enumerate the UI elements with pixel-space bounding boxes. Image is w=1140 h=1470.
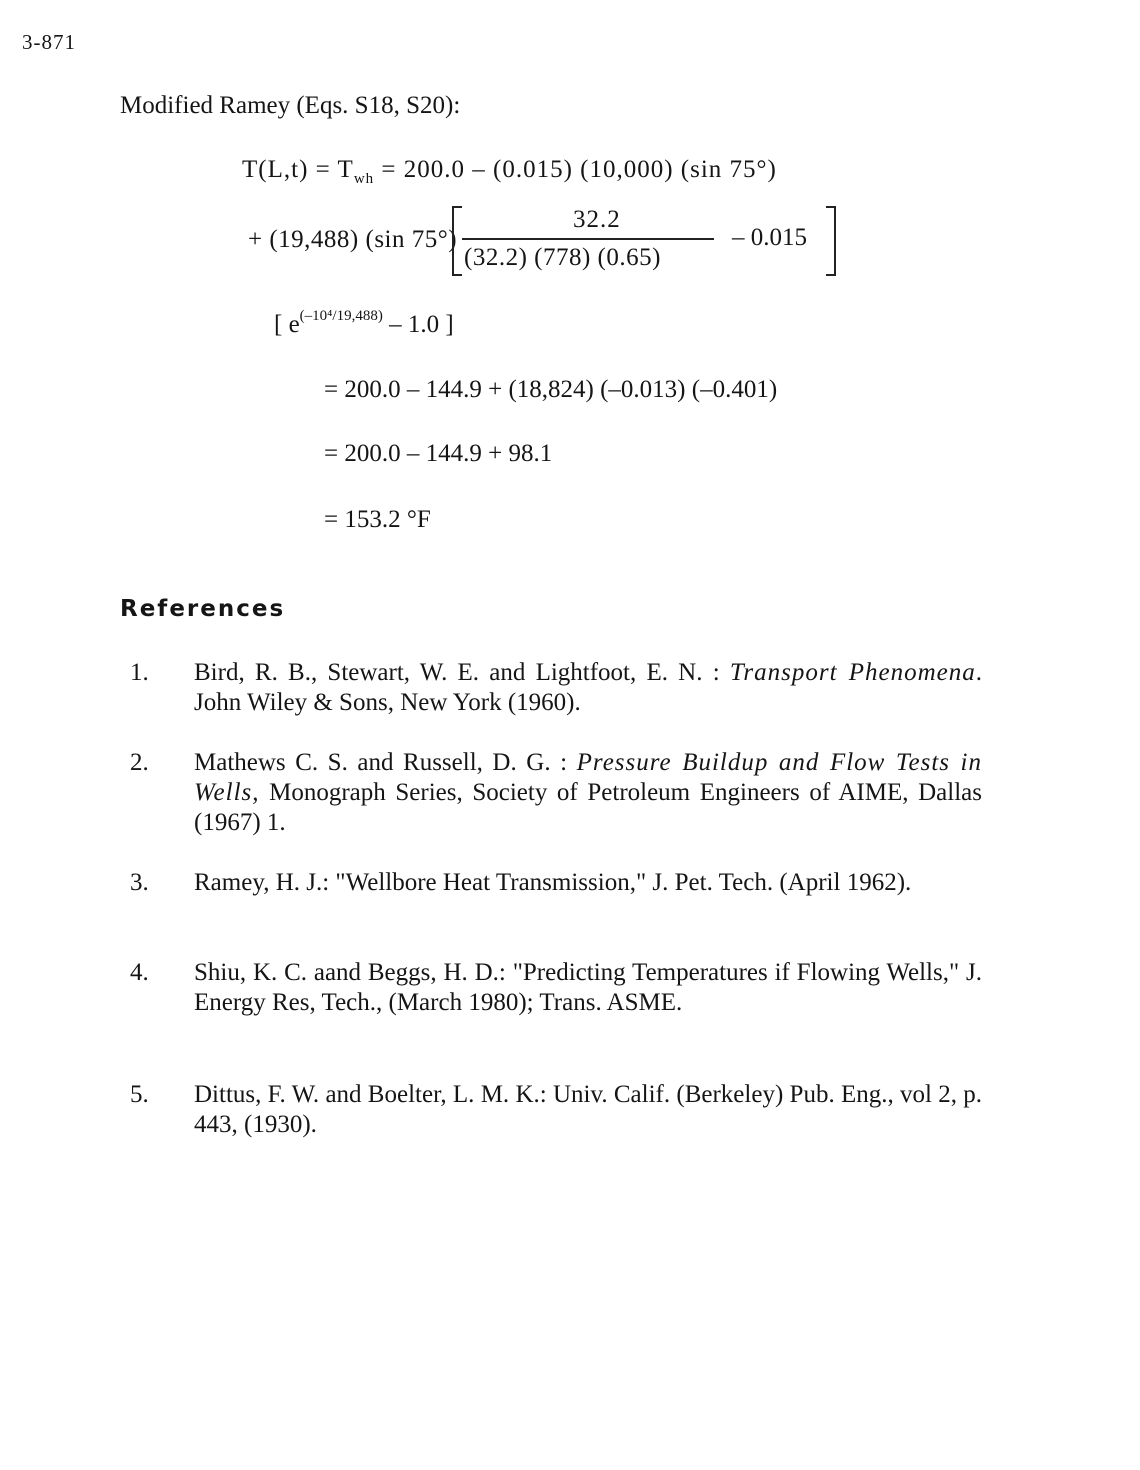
reference-text: Ramey, H. J.: "Wellbore Heat Transmission," J. Pet. Tech. (April 1962).: [194, 869, 912, 896]
reference-number: 4.: [130, 959, 149, 986]
right-bracket: [826, 206, 836, 276]
reference-text: [194, 658, 982, 718]
reference-number: 5.: [130, 1081, 149, 1108]
equation-line-3-tail: – 1.0 ]: [382, 311, 454, 338]
equation-step-1: = 200.0 – 144.9 + (18,824) (–0.013) (–0.401): [324, 376, 778, 403]
equation-line-1: [242, 156, 777, 188]
equation-line-3-exponent: (–10⁴/19,488): [299, 308, 383, 324]
equation-line-1-suffix: = 200.0 – (0.015) (10,000) (sin 75°): [374, 156, 777, 183]
equation-step-2: = 200.0 – 144.9 + 98.1: [324, 440, 553, 467]
fraction-bar: [462, 238, 714, 240]
reference-text: [194, 748, 982, 838]
reference-number: 1.: [130, 659, 149, 686]
fraction-minus-term: – 0.015: [732, 224, 807, 251]
reference-publisher: . John Wiley & Sons, New York (1960).: [194, 659, 982, 716]
reference-number: 2.: [130, 749, 149, 776]
equation-line-1-prefix: T(L,t) = T: [242, 156, 354, 183]
equation-line-1-subscript: wh: [353, 171, 375, 187]
reference-authors: Bird, R. B., Stewart, W. E. and Lightfoot, E. N. :: [194, 659, 730, 686]
reference-authors: Mathews C. S. and Russell, D. G. :: [194, 749, 577, 776]
reference-text: Shiu, K. C. aand Beggs, H. D.: "Predicting Temperatures if Flowing Wells," J. Energy Res, Tech., (March 1980); Trans. ASME.: [194, 959, 982, 1016]
fraction-denominator: (32.2) (778) (0.65): [464, 244, 661, 271]
equation-line-3: [274, 308, 454, 339]
fraction-numerator: 32.2: [573, 206, 621, 233]
equation-fraction-block: [248, 202, 848, 280]
references-title: References: [120, 596, 286, 622]
reference-number: 3.: [130, 869, 149, 896]
reference-title-italic: Transport Phenomena: [729, 659, 976, 686]
section-heading: Modified Ramey (Eqs. S18, S20):: [120, 92, 461, 119]
reference-text: Dittus, F. W. and Boelter, L. M. K.: Univ. Calif. (Berkeley) Pub. Eng., vol 2, p. 443, (1930).: [194, 1081, 982, 1138]
equation-line-3-open: [ e: [274, 311, 300, 338]
equation-result: = 153.2 °F: [324, 506, 431, 533]
left-bracket: [452, 206, 462, 276]
equation-line-2-lead: + (19,488) (sin 75°): [248, 226, 458, 253]
reference-publisher: Monograph Series, Society of Petroleum Engineers of AIME, Dallas (1967) 1.: [194, 779, 982, 836]
page-number: 3-871: [22, 30, 76, 54]
reference-title-italic: Pressure Buildup and Flow Tests in Wells,: [194, 749, 982, 806]
